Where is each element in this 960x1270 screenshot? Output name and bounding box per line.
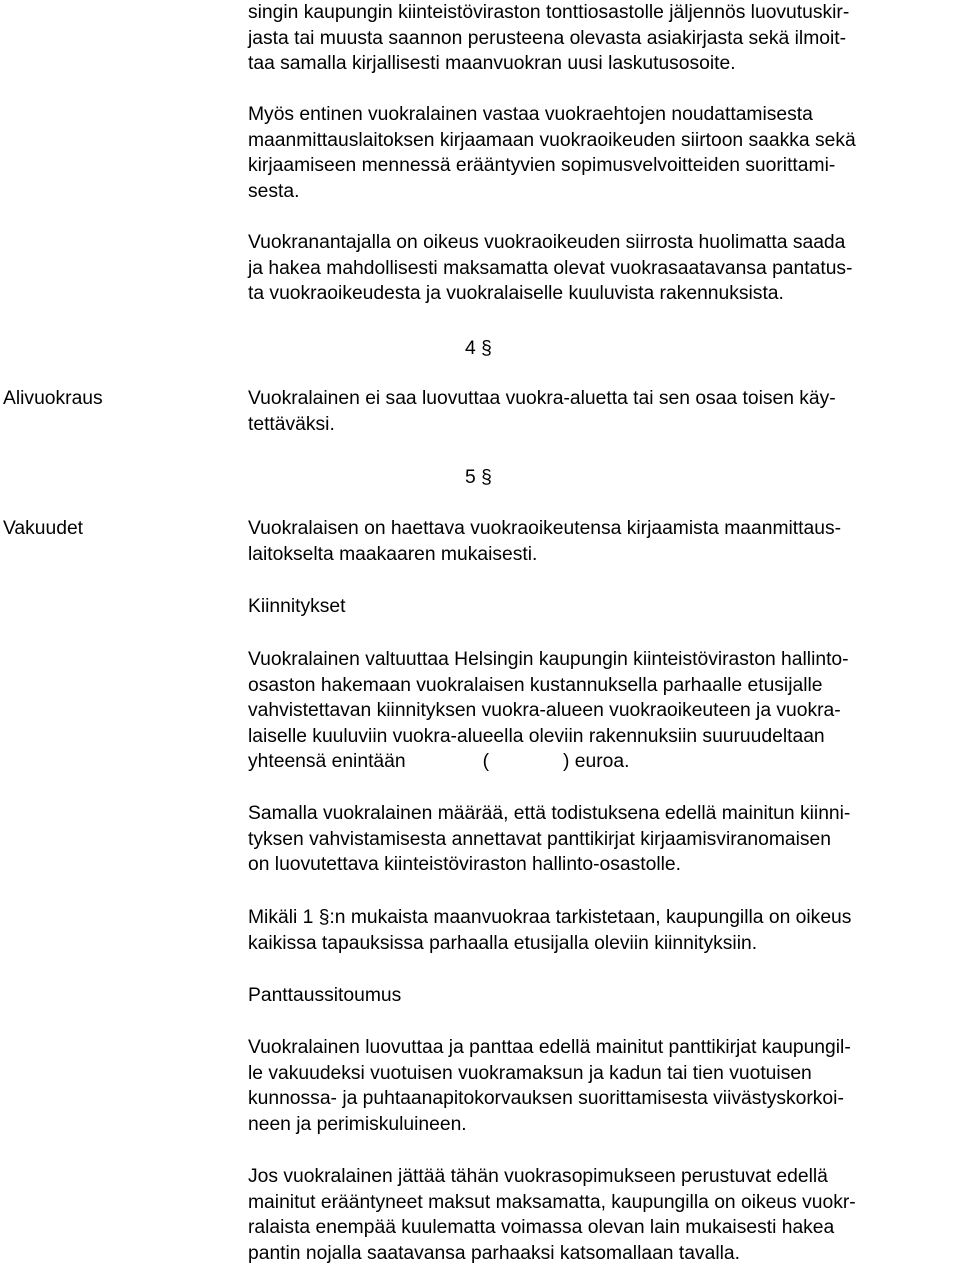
text-line: neen ja perimiskuluineen. (248, 1113, 467, 1135)
text-line: maanmittauslaitoksen kirjaamaan vuokraoikeuden siirtoon saakka sekä (248, 129, 856, 151)
text-line-with-blanks (248, 749, 960, 775)
section-number-5: 5 § (465, 467, 492, 488)
text-line: jasta tai muusta saannon perusteena olevasta asiakirjasta sekä ilmoit- (248, 27, 847, 49)
text-line: Vuokralainen luovuttaa ja panttaa edellä mainitut panttikirjat kaupungil- (248, 1037, 851, 1058)
text-line: Myös entinen vuokralainen vastaa vuokraehtojen noudattamisesta (248, 104, 813, 125)
text-line: kunnossa- ja puhtaanapitokorvauksen suorittamisesta viivästyskorkoi- (248, 1088, 844, 1110)
text-line: osaston hakemaan vuokralaisen kustannuksella parhaalle etusijalle (248, 674, 823, 696)
text-line: tyksen vahvistamisesta annettavat panttikirjat kirjaamisviranomaisen (248, 828, 831, 850)
text-line: Vuokralaisen on haettava vuokraoikeutensa kirjaamista maanmittaus- (248, 518, 842, 539)
text-line: taa samalla kirjallisesti maanvuokran uusi laskutusosoite. (248, 53, 736, 75)
panttaus-paragraph-1 (248, 1035, 960, 1137)
text-line: sesta. (248, 180, 300, 202)
text-line: Vuokranantajalla on oikeus vuokraoikeuden siirrosta huolimatta saada (248, 232, 846, 253)
text-line: laiselle kuuluviin vuokra-alueella oleviin rakennuksiin suuruudeltaan (248, 725, 825, 747)
text-line: tettäväksi. (248, 413, 335, 435)
text-line: pantin nojalla saatavansa parhaaksi katsomallaan tavalla. (248, 1242, 740, 1264)
text-line: Vuokralainen valtuuttaa Helsingin kaupungin kiinteistöviraston hallinto- (248, 649, 849, 670)
text-line: singin kaupungin kiinteistöviraston tonttiosastolle jäljennös luovutuskir- (248, 2, 850, 23)
section-number-4: 4 § (465, 338, 492, 359)
text-line: Mikäli 1 §:n mukaista maanvuokraa tarkistetaan, kaupungilla on oikeus (248, 907, 852, 928)
intro-paragraph (248, 102, 960, 204)
text-line: laitokselta maakaaren mukaisesti. (248, 543, 538, 565)
text-line: ta vuokraoikeudesta ja vuokralaiselle kuuluvista rakennuksista. (248, 283, 784, 305)
text-line: kirjaamiseen mennessä erääntyvien sopimusvelvoitteiden suorittami- (248, 155, 836, 177)
text-line: Vuokralainen ei saa luovuttaa vuokra-aluetta tai sen osaa toisen käy- (248, 388, 836, 409)
text-line: on luovutettava kiinteistöviraston hallinto-osastolle. (248, 854, 681, 876)
text-line: Jos vuokralainen jättää tähän vuokrasopimukseen perustuvat edellä (248, 1166, 828, 1187)
text-fragment: ) euroa. (563, 751, 630, 773)
kiinnitykset-paragraph-3 (248, 905, 960, 956)
section5-paragraph (248, 516, 960, 567)
text-line: Samalla vuokralainen määrää, että todistuksena edellä mainitun kiinni- (248, 803, 851, 824)
sub-heading-kiinnitykset: Kiinnitykset (248, 596, 346, 617)
text-line: ja hakea mahdollisesti maksamatta olevat vuokrasaatavansa pantatus- (248, 257, 853, 279)
side-label-alivuokraus: Alivuokraus (3, 388, 103, 409)
panttaus-paragraph-2 (248, 1164, 960, 1266)
intro-paragraph (248, 230, 960, 307)
section4-paragraph (248, 386, 960, 437)
text-fragment: yhteensä enintään (248, 751, 406, 773)
text-line: mainitut erääntyneet maksut maksamatta, kaupungilla on oikeus vuokr- (248, 1191, 856, 1213)
text-fragment: ( (482, 751, 490, 773)
side-label-vakuudet: Vakuudet (3, 518, 84, 539)
kiinnitykset-paragraph-2 (248, 801, 960, 878)
sub-heading-panttaussitoumus: Panttaussitoumus (248, 985, 402, 1006)
text-line: le vakuudeksi vuotuisen vuokramaksun ja kadun tai tien vuotuisen (248, 1062, 812, 1084)
text-line: kaikissa tapauksissa parhaalla etusijalla oleviin kiinnityksiin. (248, 932, 758, 954)
text-line: vahvistettavan kiinnityksen vuokra-alueen vuokraoikeuteen ja vuokra- (248, 700, 841, 722)
text-line: ralaista enempää kuulematta voimassa olevan lain mukaisesti hakea (248, 1217, 835, 1239)
kiinnitykset-paragraph-1 (248, 647, 960, 775)
intro-paragraph (248, 0, 960, 77)
